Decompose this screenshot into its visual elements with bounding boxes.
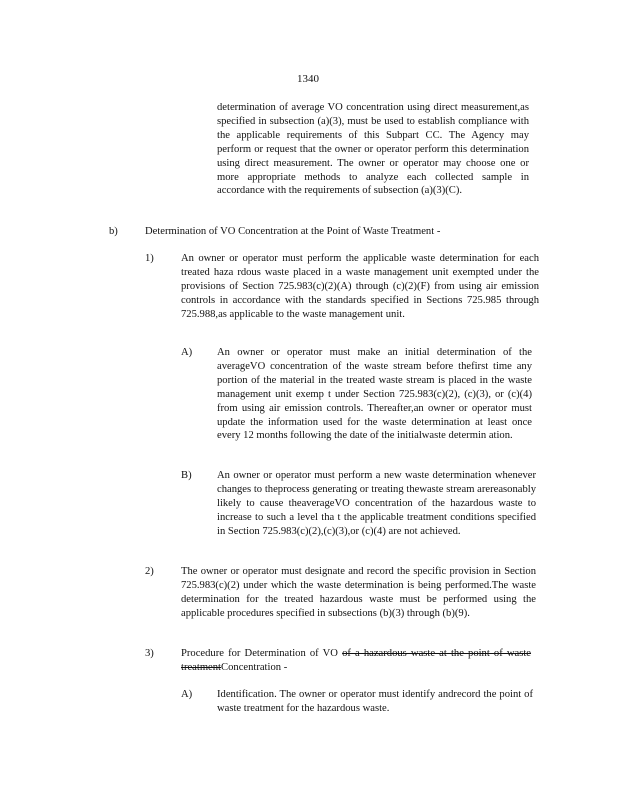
item-1-text: An owner or operator must perform the applicable waste determination for each treated haza rdous waste placed in a waste management unit exempted under the provisions of Section 725.983(c)(2)(A) through (c)(2)(F) from using air emission controls in accordance with the standards specified in Sections 725.985 through 725.988,as applicable to the waste management unit. — [181, 253, 539, 320]
item-3-end-mark: - — [283, 661, 288, 673]
item-3-heading — [181, 647, 531, 675]
intro-paragraph: determination of average VO concentration using direct measurement,as specified in subsection (a)(3), must be used to establish compliance with the applicable requirements of this Subpart CC. The Agency may perform or request that the owner or operator perform this determination using direct measurement. The owner or operator may choose one or more appropriate methods to analyze each collected sample in accordance with the requirements of subsection (a)(3)(C). — [217, 102, 529, 197]
item-3-label: 3) — [145, 648, 154, 659]
item-1a-label: A) — [181, 347, 193, 358]
section-b-heading — [145, 225, 525, 239]
page-number: 1340 — [297, 73, 319, 85]
item-3a-text: Identification. The owner or operator must identify andrecord the point of waste treatment for the hazardous waste. — [217, 689, 533, 714]
item-1a-text: An owner or operator must make an initial determination of the averageVO concentration of the waste stream before thefirst time any portion of the material in the treated waste stream is placed in the waste management unit exemp t under Section 725.983(c)(2), (c)(3), or (c)(4) from using air emission controls. Thereafter,an owner or operator must update the information used for the waste determination at least once every 12 months following the date of the initialwaste determin ation. — [217, 347, 532, 442]
section-b-label: b) — [109, 226, 118, 237]
item-1b-label: B) — [181, 470, 192, 481]
item-1-label: 1) — [145, 253, 154, 264]
item-3-text-end: oncentration — [228, 661, 282, 673]
section-b-heading-mark: - — [436, 226, 441, 237]
item-3a-label: A) — [181, 689, 193, 700]
item-1b-text: An owner or operator must perform a new waste determination whenever changes to theprocess generating or treating thewaste stream arereasonably likely to cause theaverageVO concentration of the hazardous waste to increase to such a level tha t the applicable treatment conditions specified in Section 725.983(c)(2),(c)(3),or (c)(4) are not achieved. — [217, 470, 536, 537]
item-3-inserted-letter: C — [221, 661, 229, 673]
item-3-struck-text: of a hazardous waste at the point of waste treatment — [181, 648, 532, 673]
item-2-label: 2) — [145, 566, 154, 577]
item-3-text-before: Procedure for Determination of VO — [181, 648, 338, 659]
section-b-heading-text: Determination of VO Concentration at the Point of Waste Treatment — [145, 226, 435, 237]
item-2-text: The owner or operator must designate and record the specific provision in Section 725.983(c)(2) under which the waste determination is being performed.The waste determination for the treated hazardous waste must be performed using the applicable procedures specified in subsections (b)(3) through (b)(9). — [181, 566, 536, 619]
